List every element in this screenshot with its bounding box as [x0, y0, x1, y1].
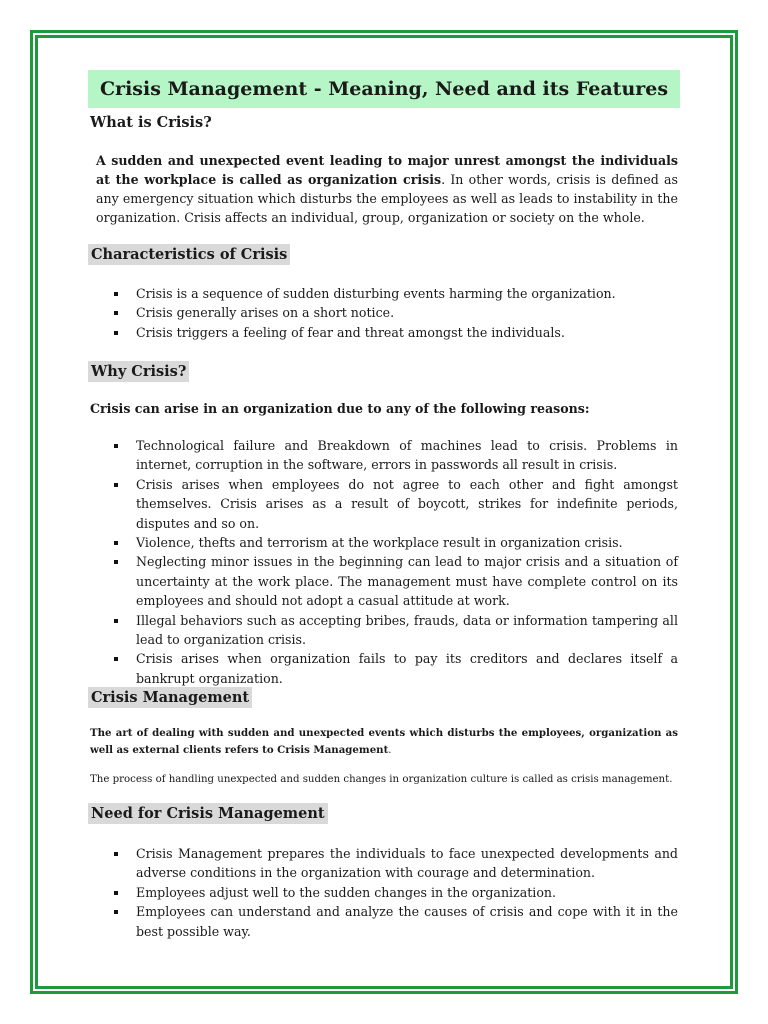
definition-bold: A sudden and unexpected event leading to major unrest amongst the individuals at the workplace is called as organization crisis — [96, 153, 678, 187]
list-item: Employees adjust well to the sudden changes in the organization. — [110, 883, 678, 902]
list-item: Crisis arises when organization fails to pay its creditors and declares itself a bankrupt organization. — [110, 649, 678, 688]
list-item: Neglecting minor issues in the beginning can lead to major crisis and a situation of uncertainty at the work place. The management must have complete control on its employees and should not adopt a casual attitude at work. — [110, 552, 678, 610]
list-item: Employees can understand and analyze the causes of crisis and cope with it in the best possible way. — [110, 902, 678, 941]
list-item: Crisis arises when employees do not agree to each other and fight amongst themselves. Crisis arises as a result of boycott, strikes for indefinite periods, disputes and so on. — [110, 475, 678, 533]
heading-crisis-management: Crisis Management — [88, 687, 252, 708]
characteristics-list — [110, 284, 678, 342]
definition-text: . In other words, crisis is defined as any emergency situation which disturbs the employees as well as leads to instability in the organization. Crisis affects an individual, group, organization or society on the whole. — [96, 172, 678, 225]
reasons-list — [110, 436, 678, 688]
list-item: Crisis is a sequence of sudden disturbing events harming the organization. — [110, 284, 678, 303]
title-banner — [88, 70, 680, 108]
cm-definition-suffix: . — [388, 745, 392, 756]
list-item: Illegal behaviors such as accepting bribes, frauds, data or information tampering all lead to organization crisis. — [110, 611, 678, 650]
crisis-management-process: The process of handling unexpected and sudden changes in organization culture is called as crisis management. — [90, 774, 673, 785]
why-crisis-intro: Crisis can arise in an organization due to any of the following reasons: — [90, 401, 590, 416]
list-item: Violence, thefts and terrorism at the workplace result in organization crisis. — [110, 533, 678, 552]
need-list — [110, 844, 678, 941]
list-item: Crisis triggers a feeling of fear and threat amongst the individuals. — [110, 323, 678, 342]
cm-definition-bold: The art of dealing with sudden and unexpected events which disturbs the employees, organization as well as external clients refers to Crisis Management — [90, 727, 678, 756]
heading-why-crisis: Why Crisis? — [88, 361, 189, 382]
page-title: Crisis Management - Meaning, Need and its Features — [99, 78, 669, 100]
heading-what-is-crisis: What is Crisis? — [90, 114, 212, 131]
list-item: Technological failure and Breakdown of machines lead to crisis. Problems in internet, corruption in the software, errors in passwords all result in crisis. — [110, 436, 678, 475]
crisis-management-definition — [90, 725, 678, 759]
list-item: Crisis generally arises on a short notice. — [110, 303, 678, 322]
heading-characteristics: Characteristics of Crisis — [88, 244, 290, 265]
heading-need: Need for Crisis Management — [88, 803, 328, 824]
paragraph-definition — [96, 151, 678, 227]
list-item: Crisis Management prepares the individuals to face unexpected developments and adverse conditions in the organization with courage and determination. — [110, 844, 678, 883]
